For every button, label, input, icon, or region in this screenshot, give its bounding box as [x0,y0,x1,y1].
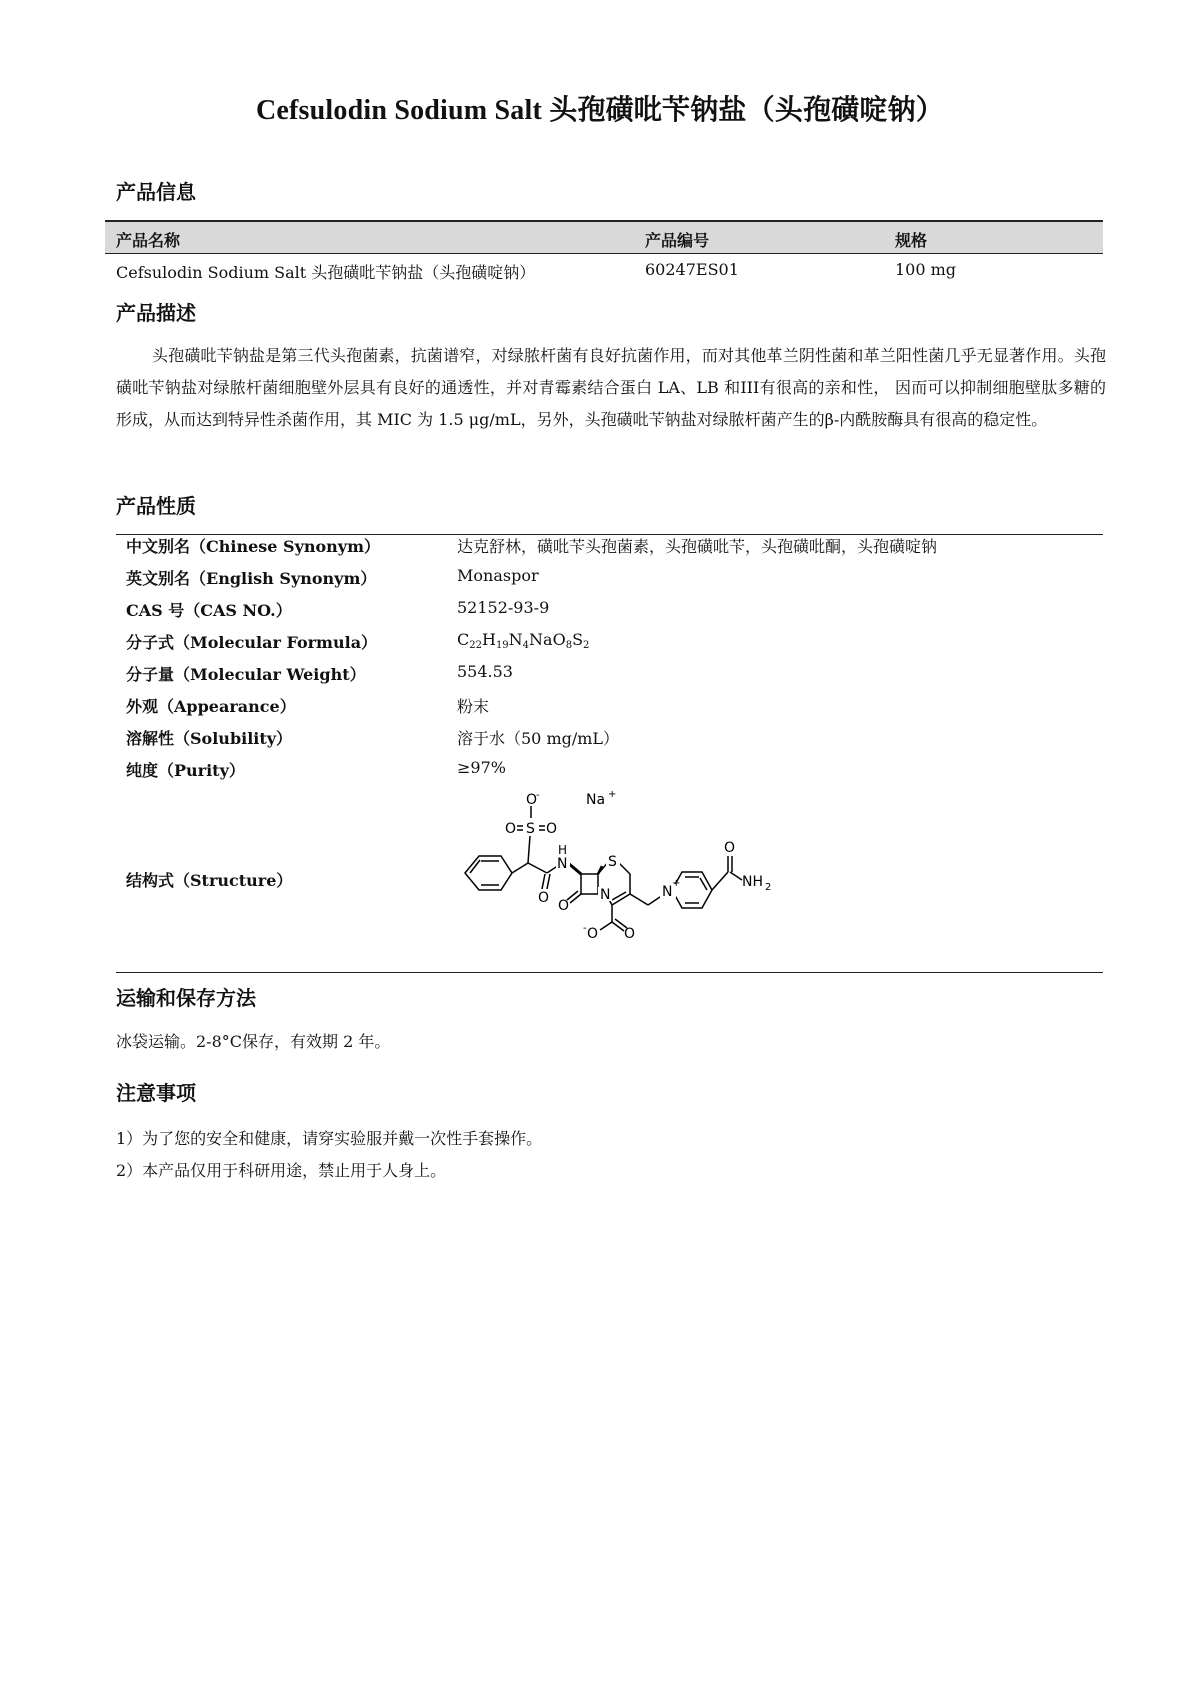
ring-s-label: S [608,854,617,870]
formula-subscript: 22 [469,640,482,651]
sulfonate-o-left-label: O [505,821,517,837]
catalog-number-cell: 60247ES01 [645,260,739,279]
formula-subscript: 4 [522,640,530,651]
formula-part: S [572,630,584,649]
carboxylate-o-minus-label: O [587,926,599,942]
carboxylate-charge-label: - [583,923,587,934]
formula-part: NaO [529,630,566,649]
storage-text: 冰袋运输。2-8°C保存，有效期 2 年。 [116,1032,391,1051]
formula-part: N [508,630,523,649]
molecular-formula-value [457,630,589,651]
table-row [105,254,1103,286]
pyridinium-charge-label: + [672,878,681,889]
carbamoyl-o-label: O [724,840,736,856]
amide-h-label: H [558,843,568,857]
sodium-charge-label: + [608,789,617,800]
section-heading-notes: 注意事项 [116,1081,196,1105]
property-value: 52152-93-9 [457,598,550,617]
amide-n-label: N [557,856,568,872]
formula-subscript: 19 [495,640,509,651]
list-item: 1）为了您的安全和健康，请穿实验服并戴一次性手套操作。 [116,1129,543,1148]
formula-part: C [457,630,470,649]
column-header-name: 产品名称 [116,231,181,250]
carboxylate-o-label: O [624,926,636,942]
property-value: 达克舒林，磺吡苄头孢菌素，头孢磺吡苄，头孢磺吡酮，头孢磺啶钠 [457,537,938,556]
property-value: 554.53 [457,662,513,681]
section-heading-storage: 运输和保存方法 [116,986,256,1010]
sulfonate-charge-label: - [536,790,540,801]
section-heading-product-info: 产品信息 [116,180,196,204]
formula-subscript: 2 [583,640,590,651]
table-header-row [105,220,1103,254]
product-name-cell: Cefsulodin Sodium Salt 头孢磺吡苄钠盐（头孢磺啶钠） [116,263,536,282]
list-item: 2）本产品仅用于科研用途，禁止用于人身上。 [116,1161,447,1180]
sodium-label: Na [586,792,606,808]
formula-part: H [481,630,496,649]
property-value: 粉末 [457,697,490,716]
property-label: 结构式（Structure） [126,871,293,890]
column-header-catalog: 产品编号 [645,231,710,250]
property-label: 纯度（Purity） [126,761,245,780]
nh2-subscript-label: 2 [765,882,772,893]
pyridinium-n-label: N [662,884,673,900]
property-label: 英文别名（English Synonym） [126,569,377,588]
property-label: CAS 号（CAS NO.） [126,601,292,620]
property-label: 外观（Appearance） [126,697,296,716]
property-label: 分子量（Molecular Weight） [126,665,366,684]
lactam-o-label: O [558,898,570,914]
description-paragraph: 头孢磺吡苄钠盐是第三代头孢菌素，抗菌谱窄，对绿脓杆菌有良好抗菌作用，而对其他革兰阴性菌和革兰阳性菌几乎无显著作用。头孢磺吡苄钠盐对绿脓杆菌细胞壁外层具有良好的通透性，并对青霉素结合蛋白 LA、LB 和III有很高的亲和性， 因而可以抑制细胞壁肽多糖的形成，从而达到特异性杀菌作用，其 MIC 为 1.5 μg/mL，另外，头孢磺吡苄钠盐对绿脓杆菌产生的β-内酰胺酶具有很高的稳定性。 [116,346,1106,429]
property-value: ≥97% [457,758,506,777]
nh2-label: NH [742,874,763,890]
ring-n-label: N [600,887,611,903]
sulfonate-o-minus-label: O [526,792,538,808]
column-header-size: 规格 [895,231,928,250]
chemical-structure-diagram [450,786,830,962]
size-cell: 100 mg [895,260,957,279]
product-info-table [105,220,1103,286]
formula-subscript: 8 [565,640,573,651]
sulfonate-o-right-label: O [546,821,558,837]
section-heading-properties: 产品性质 [116,494,196,518]
document-title: Cefsulodin Sodium Salt 头孢磺吡苄钠盐（头孢磺啶钠） [255,95,945,126]
amide-o-label: O [538,890,550,906]
sulfonate-s-label: S [526,821,535,837]
properties-bottom-rule [116,972,1103,973]
property-label: 分子式（Molecular Formula） [126,633,378,652]
property-value: 溶于水（50 mg/mL） [457,729,620,748]
property-label: 中文别名（Chinese Synonym） [126,537,381,556]
section-heading-description: 产品描述 [116,301,196,325]
property-label: 溶解性（Solubility） [126,729,293,748]
property-value: Monaspor [457,566,539,585]
